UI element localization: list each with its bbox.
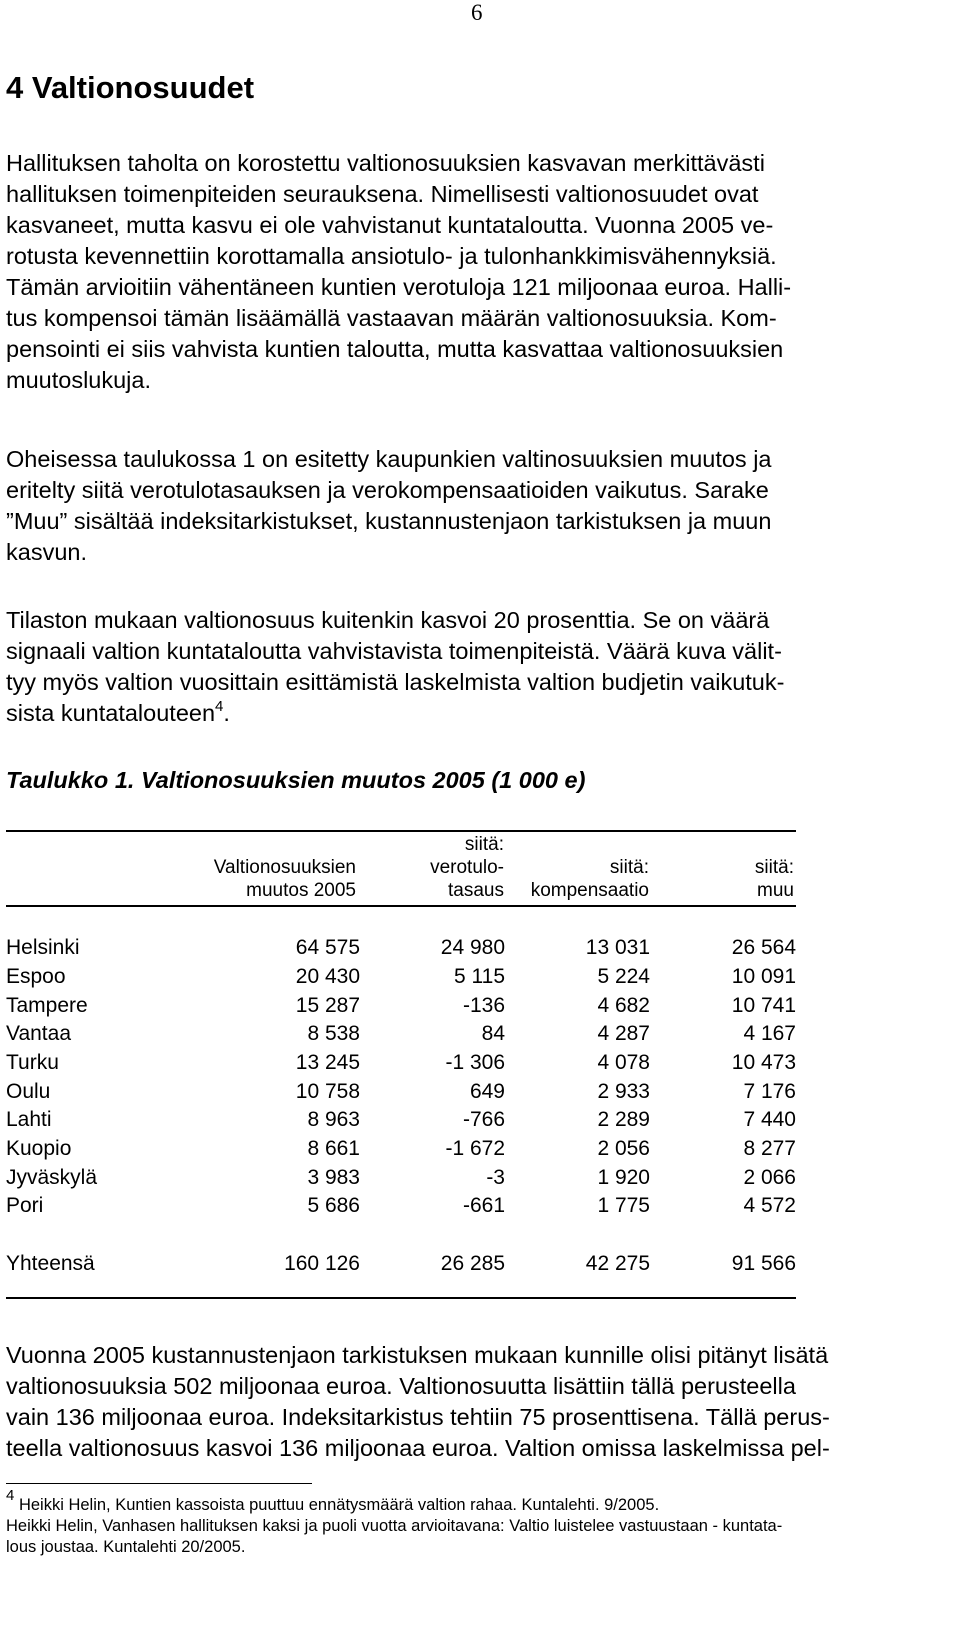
city-cell: Tampere [6, 994, 88, 1017]
text-line: Oheisessa taulukossa 1 on esitetty kaupunkien valtinosuuksien muutos ja [6, 446, 772, 472]
value-cell: 10 758 [295, 1080, 360, 1103]
column-header-verotulotasaus [430, 833, 504, 902]
header-line: siitä: [464, 834, 504, 855]
value-cell: 2 289 [597, 1108, 650, 1131]
city-cell: Turku [6, 1051, 59, 1074]
header-line: muu [757, 880, 794, 901]
footnote-separator [6, 1483, 312, 1484]
city-cell: Helsinki [6, 936, 80, 959]
city-cell: Jyväskylä [6, 1166, 98, 1189]
text-fragment: . [223, 700, 230, 726]
value-cell: 4 078 [597, 1051, 650, 1074]
footnotes [6, 1487, 951, 1558]
text-line: tus kompensoi tämän lisäämällä vastaavan määrän valtionosuuksia. Kom- [6, 305, 777, 331]
value-cell: 5 224 [597, 965, 650, 988]
value-cell: -3 [486, 1166, 505, 1189]
value-cell: 3 983 [307, 1166, 360, 1189]
text-line: hallituksen toimenpiteiden seurauksena. Nimellisesti valtionosuudet ovat [6, 181, 759, 207]
table-row [6, 1108, 826, 1137]
total-cell: 91 566 [731, 1252, 796, 1275]
text-line: Tämän arvioitiin vähentäneen kuntien verotuloja 121 miljoonaa euroa. Halli- [6, 274, 792, 300]
value-cell: 8 277 [743, 1137, 796, 1160]
value-cell: 10 741 [731, 994, 796, 1017]
value-cell: -766 [462, 1108, 505, 1131]
city-cell: Pori [6, 1194, 44, 1217]
city-cell: Kuopio [6, 1137, 72, 1160]
column-header-kompensaatio [531, 856, 649, 902]
table-total-row [6, 1252, 826, 1281]
value-cell: 15 287 [295, 994, 360, 1017]
value-cell: 13 245 [295, 1051, 360, 1074]
value-cell: 20 430 [295, 965, 360, 988]
value-cell: -661 [462, 1194, 505, 1217]
value-cell: 4 572 [743, 1194, 796, 1217]
value-cell: 4 682 [597, 994, 650, 1017]
table-row [6, 1080, 826, 1109]
table-row [6, 936, 826, 965]
value-cell: 4 287 [597, 1022, 650, 1045]
value-cell: 13 031 [585, 936, 650, 959]
city-cell: Oulu [6, 1080, 51, 1103]
footnote-line: Heikki Helin, Vanhasen hallituksen kaksi ja puoli vuotta arvioitavana: Valtio luistelee vastuustaan - kuntata- [6, 1517, 783, 1535]
text-line: vain 136 miljoonaa euroa. Indeksitarkistus tehtiin 75 prosenttisena. Tällä perus- [6, 1404, 830, 1430]
value-cell: 8 963 [307, 1108, 360, 1131]
table-caption: Taulukko 1. Valtionosuuksien muutos 2005 (1 000 e) [6, 767, 586, 793]
text-line-with-footnote [6, 698, 956, 729]
text-line: eritelty siitä verotulotasauksen ja verokompensaatioiden vaikutus. Sarake [6, 477, 769, 503]
text-line: pensointi ei siis vahvista kuntien taloutta, mutta kasvattaa valtionosuuksien [6, 336, 784, 362]
text-fragment: sista kuntatalouteen [6, 700, 216, 726]
footnote-line [6, 1487, 951, 1516]
text-line: ”Muu” sisältää indeksitarkistukset, kustannustenjaon tarkistuksen ja muun [6, 508, 772, 534]
value-cell: -1 306 [445, 1051, 505, 1074]
value-cell: 7 176 [743, 1080, 796, 1103]
value-cell: 5 686 [307, 1194, 360, 1217]
value-cell: 7 440 [743, 1108, 796, 1131]
table-top-rule [6, 830, 796, 832]
table-row [6, 1166, 826, 1195]
footnote-line: lous joustaa. Kuntalehti 20/2005. [6, 1538, 246, 1556]
footnote-text: Heikki Helin, Kuntien kassoista puuttuu ennätysmäärä valtion rahaa. Kuntalehti. 9/2005. [18, 1496, 660, 1514]
header-line: siitä: [754, 857, 794, 878]
column-header-muu [755, 856, 794, 902]
header-line: tasaus [448, 880, 504, 901]
page-number: 6 [471, 0, 483, 25]
value-cell: 2 933 [597, 1080, 650, 1103]
value-cell: 8 538 [307, 1022, 360, 1045]
text-line: muutoslukuja. [6, 367, 151, 393]
text-line: valtionosuuksia 502 miljoonaa euroa. Valtionosuutta lisättiin tällä perusteella [6, 1373, 796, 1399]
table-row [6, 994, 826, 1023]
paragraph-1 [6, 148, 956, 396]
table-row [6, 965, 826, 994]
total-cell: 160 126 [284, 1252, 360, 1275]
text-line: kasvaneet, mutta kasvu ei ole vahvistanut kuntataloutta. Vuonna 2005 ve- [6, 212, 774, 238]
text-line: kasvun. [6, 539, 87, 565]
header-line: kompensaatio [530, 880, 649, 901]
table-row [6, 1194, 826, 1223]
text-line: rotusta kevennettiin korottamalla ansiotulo- ja tulonhankkimisvähennyksiä. [6, 243, 777, 269]
value-cell: 1 775 [597, 1194, 650, 1217]
footnote-number: 4 [6, 1487, 15, 1504]
value-cell: 64 575 [295, 936, 360, 959]
table-header-rule [6, 905, 796, 907]
text-line: Tilaston mukaan valtionosuus kuitenkin kasvoi 20 prosenttia. Se on väärä [6, 607, 770, 633]
value-cell: 8 661 [307, 1137, 360, 1160]
paragraph-3 [6, 605, 956, 729]
value-cell: 24 980 [440, 936, 505, 959]
value-cell: 1 920 [597, 1166, 650, 1189]
total-cell: 26 285 [440, 1252, 505, 1275]
header-line: Valtionosuuksien [213, 857, 356, 878]
value-cell: -1 672 [445, 1137, 505, 1160]
table-row [6, 1022, 826, 1051]
table-row [6, 1051, 826, 1080]
text-line: Hallituksen taholta on korostettu valtionosuuksien kasvavan merkittävästi [6, 150, 765, 176]
table-row [6, 1137, 826, 1166]
total-label: Yhteensä [6, 1252, 95, 1275]
header-line: siitä: [609, 857, 649, 878]
footnote-reference: 4 [215, 698, 224, 715]
value-cell: 4 167 [743, 1022, 796, 1045]
city-cell: Espoo [6, 965, 66, 988]
city-cell: Vantaa [6, 1022, 71, 1045]
table-bottom-rule [6, 1297, 796, 1299]
value-cell: 10 091 [731, 965, 796, 988]
value-cell: 84 [481, 1022, 505, 1045]
value-cell: 5 115 [454, 965, 505, 988]
value-cell: 10 473 [731, 1051, 796, 1074]
city-cell: Lahti [6, 1108, 52, 1131]
header-line: muutos 2005 [246, 880, 356, 901]
text-line: signaali valtion kuntataloutta vahvistavista toimenpiteistä. Väärä kuva välit- [6, 638, 782, 664]
section-heading: 4 Valtionosuudet [6, 70, 255, 105]
paragraph-2 [6, 444, 956, 568]
value-cell: 2 056 [597, 1137, 650, 1160]
text-line: tyy myös valtion vuosittain esittämistä laskelmista valtion budjetin vaikutuk- [6, 669, 785, 695]
column-header-valtionosuuksien-muutos [214, 856, 356, 902]
value-cell: 26 564 [731, 936, 796, 959]
text-line: Vuonna 2005 kustannustenjaon tarkistuksen mukaan kunnille olisi pitänyt lisätä [6, 1342, 829, 1368]
total-cell: 42 275 [585, 1252, 650, 1275]
value-cell: -136 [462, 994, 505, 1017]
value-cell: 2 066 [743, 1166, 796, 1189]
value-cell: 649 [469, 1080, 505, 1103]
text-line: teella valtionosuus kasvoi 136 miljoonaa euroa. Valtion omissa laskelmissa pel- [6, 1435, 830, 1461]
paragraph-4 [6, 1340, 956, 1464]
header-line: verotulo- [430, 857, 504, 878]
